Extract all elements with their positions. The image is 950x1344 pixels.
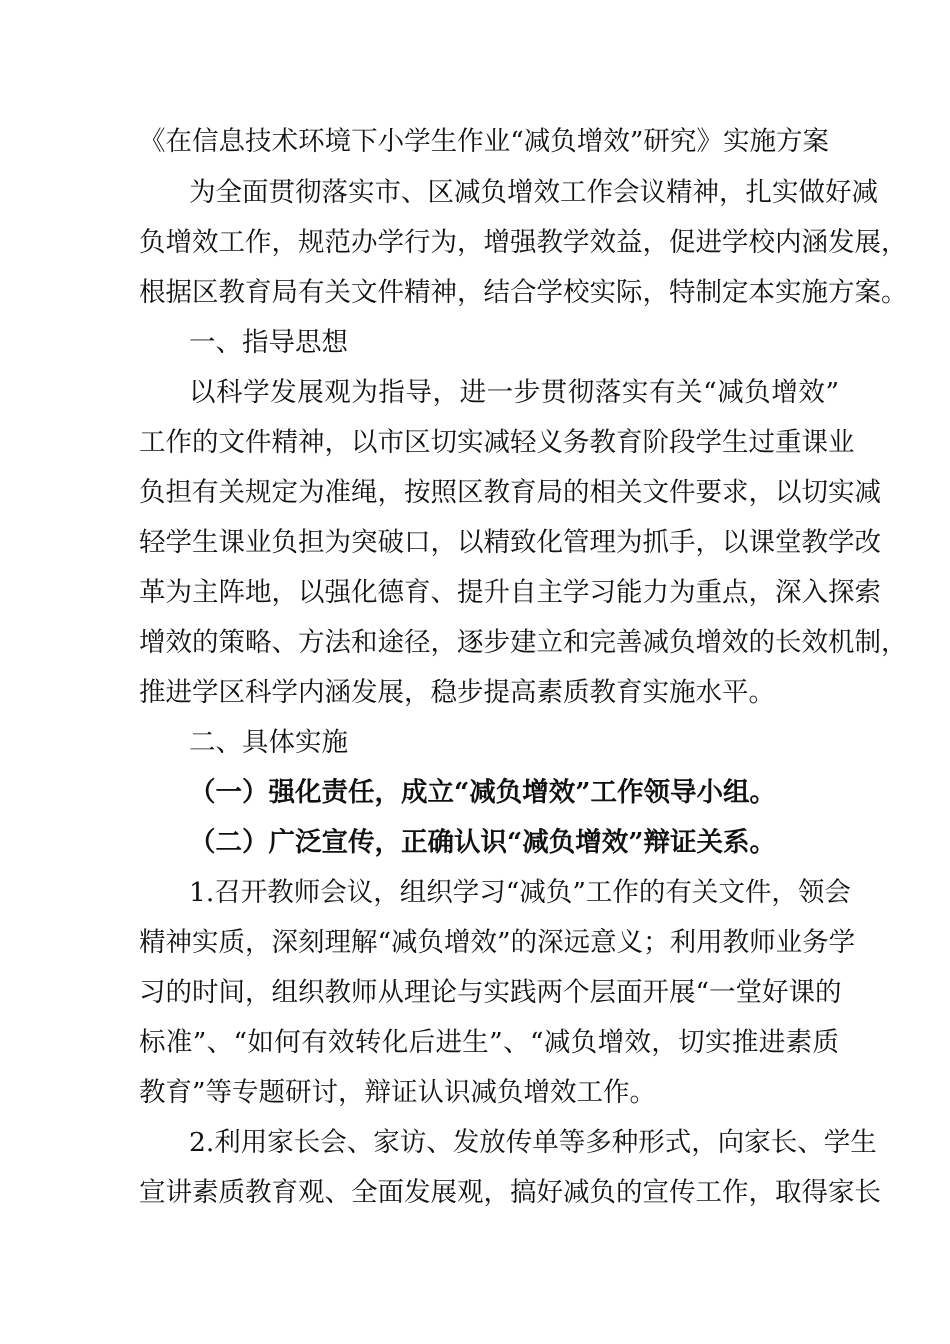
subsection-2-heading: （二）广泛宣传，正确认识“减负增效”辩证关系。 xyxy=(189,827,776,858)
intro-line-2: 负增效工作，规范办学行为，增强教学效益，促进学校内涵发展， xyxy=(139,227,908,258)
item-1-line-3: 习的时间，组织教师从理论与实践两个层面开展“一堂好课的 xyxy=(139,977,842,1008)
section-1-line-4: 轻学生课业负担为突破口，以精致化管理为抓手，以课堂教学改 xyxy=(139,527,881,558)
section-1-line-7: 推进学区科学内涵发展，稳步提高素质教育实施水平。 xyxy=(139,677,775,708)
item-2-line-1: 2.利用家长会、家访、发放传单等多种形式，向家长、学生 xyxy=(189,1127,877,1158)
document-title: 《在信息技术环境下小学生作业“减负增效”研究》实施方案 xyxy=(139,126,829,157)
section-1-line-3: 负担有关规定为准绳，按照区教育局的相关文件要求，以切实减 xyxy=(139,477,881,508)
subsection-1-heading: （一）强化责任，成立“减负增效”工作领导小组。 xyxy=(189,777,776,808)
section-1-line-5: 革为主阵地，以强化德育、提升自主学习能力为重点，深入探索 xyxy=(139,577,881,608)
item-2-line-2: 宣讲素质教育观、全面发展观，搞好减负的宣传工作，取得家长 xyxy=(139,1177,881,1208)
item-1-line-1: 1.召开教师会议，组织学习“减负”工作的有关文件，领会 xyxy=(189,877,851,908)
item-1-line-4: 标准”、“如何有效转化后进生”、“减负增效，切实推进素质 xyxy=(139,1027,839,1058)
section-1-line-2: 工作的文件精神，以市区切实减轻义务教育阶段学生过重课业 xyxy=(139,427,855,458)
item-1-line-2: 精神实质，深刻理解“减负增效”的深远意义；利用教师业务学 xyxy=(139,927,856,958)
section-1-heading: 一、指导思想 xyxy=(189,327,348,358)
intro-line-3: 根据区教育局有关文件精神，结合学校实际，特制定本实施方案。 xyxy=(139,277,908,308)
section-1-line-6: 增效的策略、方法和途径，逐步建立和完善减负增效的长效机制， xyxy=(139,627,908,658)
section-2-heading: 二、具体实施 xyxy=(189,727,348,758)
section-1-line-1: 以科学发展观为指导，进一步贯彻落实有关“减负增效” xyxy=(189,377,839,408)
intro-line-1: 为全面贯彻落实市、区减负增效工作会议精神，扎实做好减 xyxy=(189,177,878,208)
item-1-line-5: 教育”等专题研讨，辩证认识减负增效工作。 xyxy=(139,1077,657,1108)
